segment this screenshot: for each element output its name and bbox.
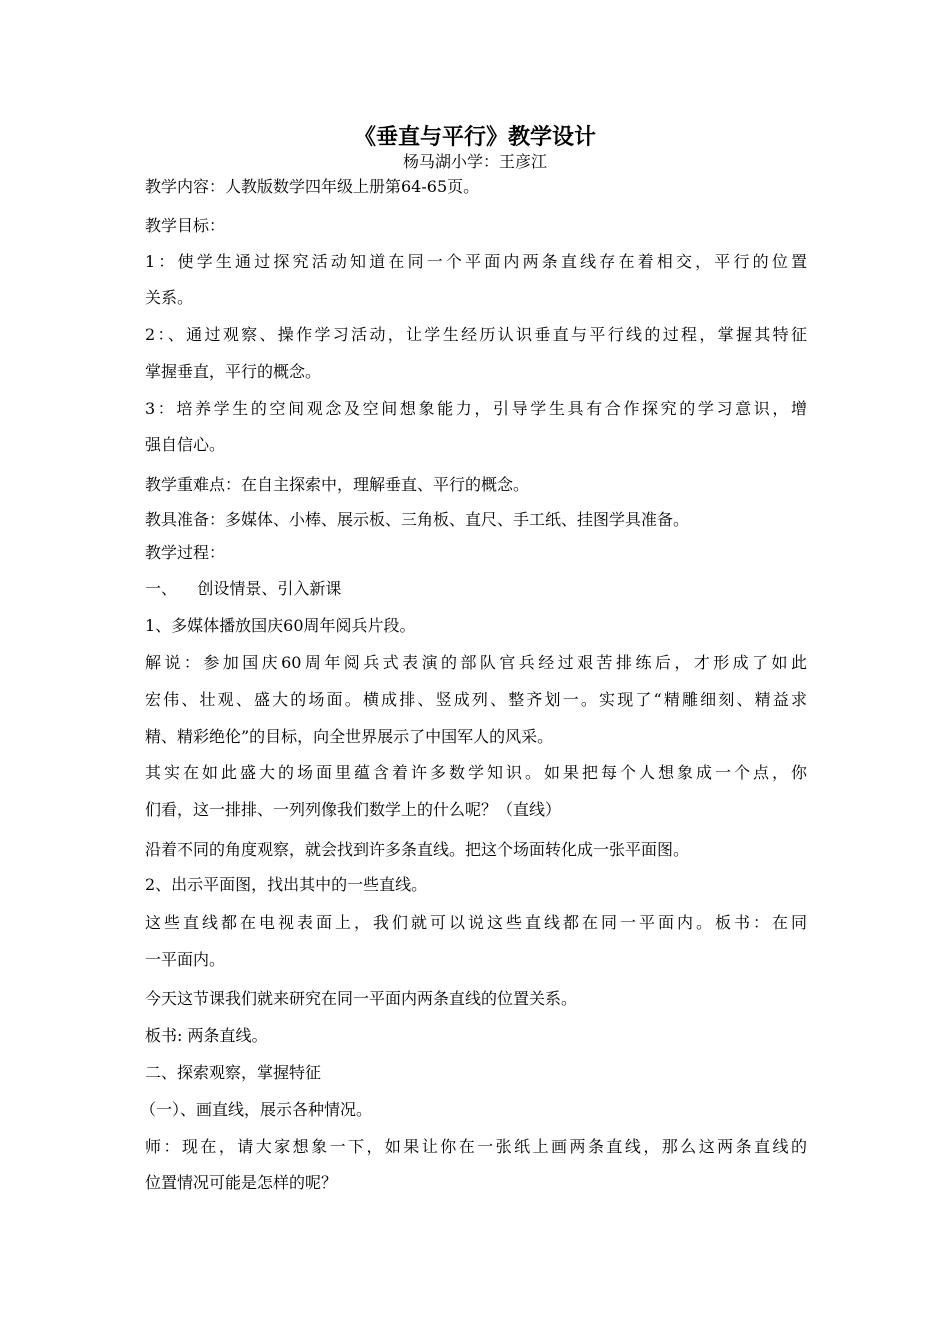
subsection-heading: （一）、画直线，展示各种情况。 <box>140 1100 373 1119</box>
paragraph-line: 教学目标： <box>145 216 226 235</box>
paragraph-line: 强自信心。 <box>145 435 226 454</box>
paragraph-line: 沿着不同的角度观察，就会找到许多条直线。把这个场面转化成一张平面图。 <box>145 840 690 859</box>
document-title: 《垂直与平行》教学设计 <box>353 124 596 150</box>
paragraph-line: 解说：参加国庆60周年阅兵式表演的部队官兵经过艰苦排练后，才形成了如此 <box>145 653 807 672</box>
paragraph-line: 位置情况可能是怎样的呢？ <box>145 1173 338 1192</box>
paragraph-line: 教具准备：多媒体、小棒、展示板、三角板、直尺、手工纸、挂图学具准备。 <box>145 510 690 529</box>
paragraph-line: 精、精彩绝伦”的目标，向全世界展示了中国军人的风采。 <box>145 727 554 746</box>
paragraph-line: 关系。 <box>145 288 194 307</box>
paragraph-line: 教学过程： <box>145 543 226 562</box>
paragraph-line: 师：现在，请大家想象一下，如果让你在一张纸上画两条直线，那么这两条直线的 <box>145 1137 807 1156</box>
section-heading: 一、 创设情景、引入新课 <box>145 579 342 598</box>
paragraph-line: 这些直线都在电视表面上，我们就可以说这些直线都在同一平面内。板书：在同 <box>145 913 807 932</box>
section-heading: 二、探索观察，掌握特征 <box>145 1063 322 1082</box>
paragraph-line: 1、多媒体播放国庆60周年阅兵片段。 <box>145 616 416 635</box>
paragraph-line: 1：使学生通过探究活动知道在同一个平面内两条直线存在着相交，平行的位置 <box>145 252 807 271</box>
paragraph-line: 今天这节课我们就来研究在同一平面内两条直线的位置关系。 <box>145 989 578 1008</box>
paragraph-line: 其实在如此盛大的场面里蕴含着许多数学知识。如果把每个人想象成一个点，你 <box>145 763 807 782</box>
paragraph-line: 们看，这一排排、一列列像我们数学上的什么呢？（直线） <box>145 800 562 819</box>
paragraph-line: 宏伟、壮观、盛大的场面。横成排、竖成列、整齐划一。实现了“精雕细刻、精益求 <box>145 690 807 709</box>
paragraph-line: 教学内容：人教版数学四年级上册第64-65页。 <box>145 177 480 196</box>
paragraph-line: 板书: 两条直线。 <box>145 1026 268 1045</box>
paragraph-line: 掌握垂直，平行的概念。 <box>145 362 322 381</box>
paragraph-line: 教学重难点：在自主探索中，理解垂直、平行的概念。 <box>145 475 530 494</box>
document-author: 杨马湖小学：王彦江 <box>402 152 547 171</box>
paragraph-line: 2、出示平面图，找出其中的一些直线。 <box>145 875 428 894</box>
paragraph-line: 3：培养学生的空间观念及空间想象能力，引导学生具有合作探究的学习意识，增 <box>145 399 807 418</box>
paragraph-line: 一平面内。 <box>145 950 226 969</box>
paragraph-line: 2：、通过观察、操作学习活动，让学生经历认识垂直与平行线的过程，掌握其特征 <box>145 325 807 344</box>
